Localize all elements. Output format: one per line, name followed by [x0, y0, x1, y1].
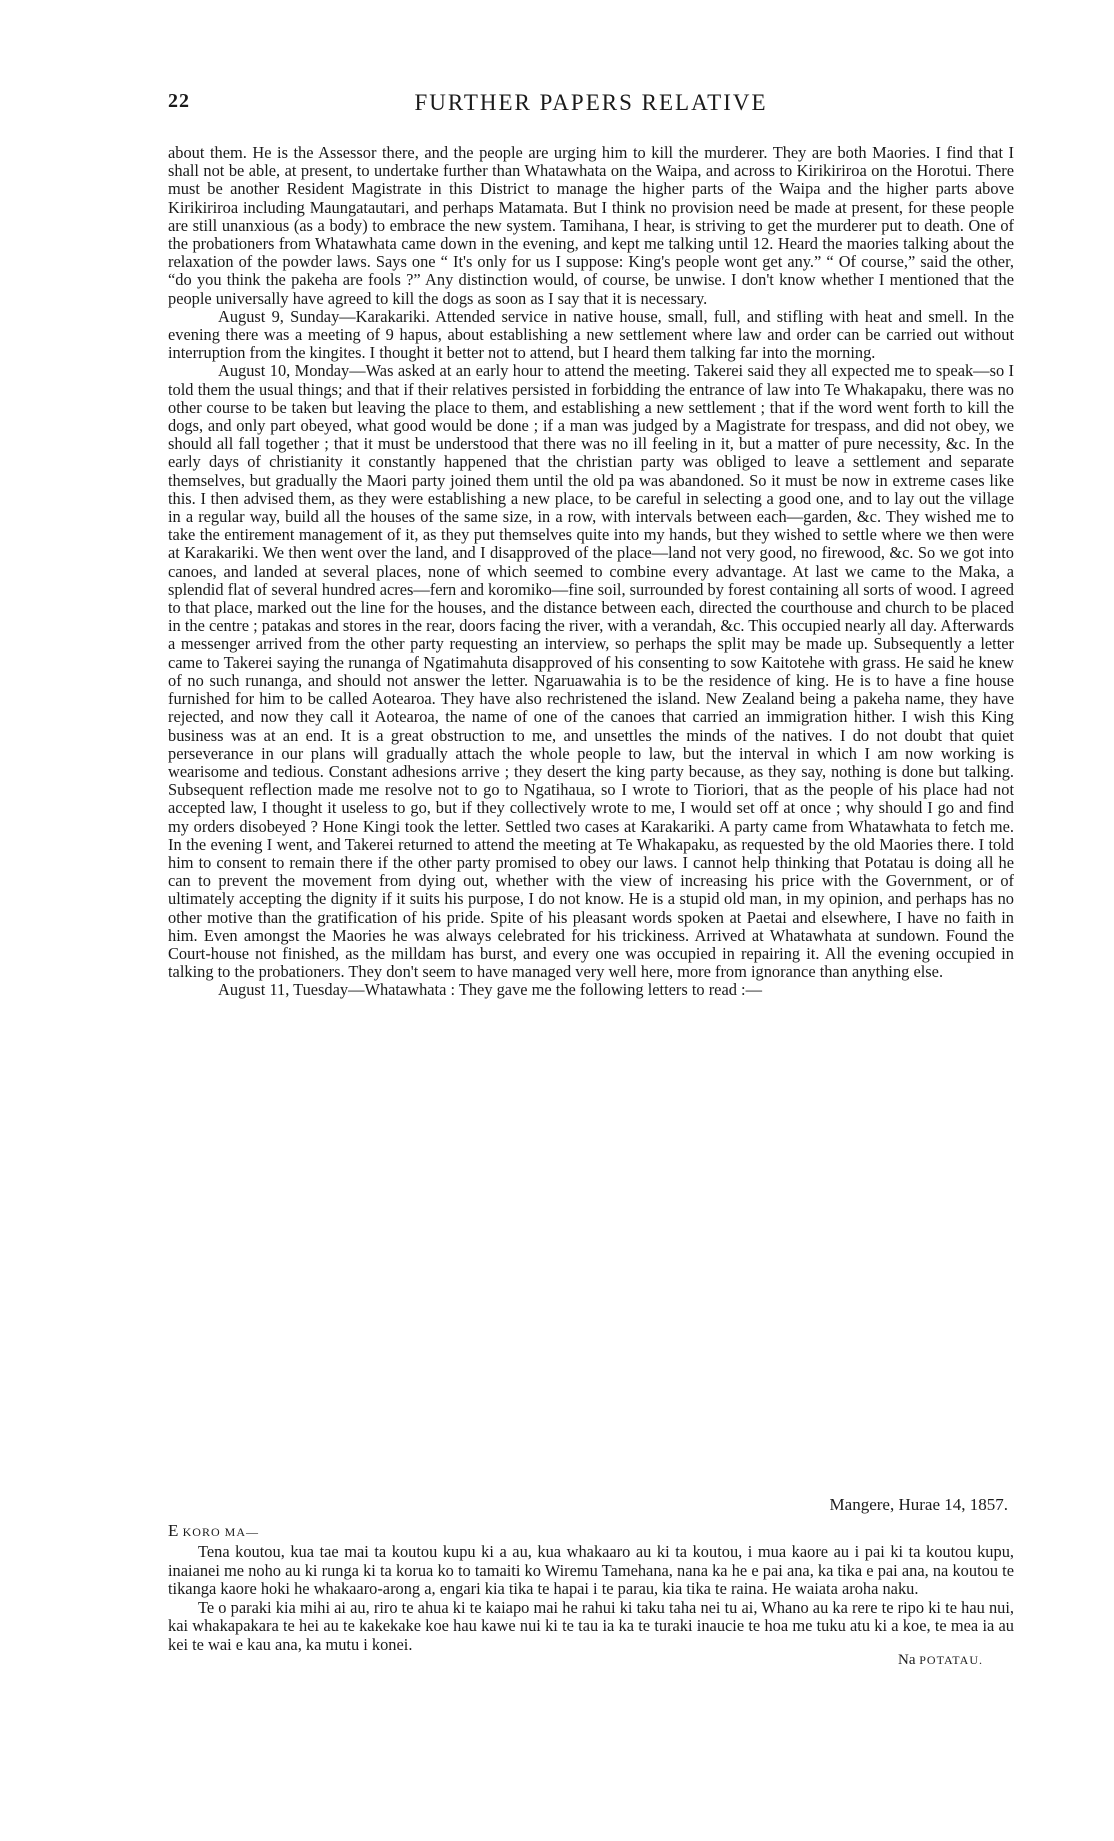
paragraph-continuation: about them. He is the Assessor there, and the people are urging him to kill the murderer. They are both Maories. I find that I shall not be able, at present, to undertake further than Whatawhata on the Waipa, and across to Kirikiriroa on the Horotui. There must be another Resident Magistrate in this District to manage the higher parts of the Waipa and the higher parts above Kirikiriroa including Maungatautari, and perhaps Matamata. But I think no provision need be made at present, for these people are still unanxious (as a body) to embrace the new system. Tamihana, I hear, is striving to get the murderer put to death. One of the probationers from Whatawhata came down in the evening, and kept me talking until 12. Heard the maories talking about the relaxation of the powder laws. Says one “ It's only for us I suppose: King's people wont get any.” “ Of course,” said the other, “do you think the pakeha are fools ?” Any distinction would, of course, be unwise. I don't know whether I mentioned that the people universally have agreed to kill the dogs as soon as I say that it is necessary. — [168, 143, 1014, 308]
salutation-initial: E — [168, 1521, 183, 1540]
signature-name: POTATAU. — [919, 1653, 983, 1667]
letter-paragraph: Tena koutou, kua tae mai ta koutou kupu ki a au, kua whakaaro au ki ta koutou, i mua kaore au i pai ki ta koutou kupu, inaianei me noho au ki runga ki ta korua ko to tamaiti ko Wiremu Tamehana, nana ka he e pai ana, ka tika e pai ana, na koutou te tikanga kaore hoki he whakaaro-arong a, engari kia tika te hapai i te parau, kia tika te raina. He waiata aroha naku. — [168, 1542, 1014, 1599]
paragraph-august-11: August 11, Tuesday—Whatawhata : They gave me the following letters to read :— — [218, 980, 762, 1000]
salutation-rest: KORO MA— — [182, 1525, 259, 1539]
body-text — [168, 144, 1014, 1000]
letter-body — [168, 1543, 1014, 1655]
letter-paragraph: Te o paraki kia mihi ai au, riro te ahua ki te kaiapo mai he rahui ki taku taha nei tu ai, Whano au ka rere te ripo ki te hau nui, kai whakapakara te hei au te kakekake koe hau kawe nui ki te tau ia ka te turaki inaucie te hoa me tuku atu ki a koe, te mea ia au kei te wai e kau ana, ka mutu i konei. — [168, 1597, 1014, 1654]
running-title: FURTHER PAPERS RELATIVE — [414, 90, 768, 115]
page-number: 22 — [168, 90, 190, 112]
paragraph-august-9: August 9, Sunday—Karakariki. Attended service in native house, small, full, and stifling with heat and smell. In the evening there was a meeting of 9 hapus, about establishing a new settlement where law and order can be carried out without interruption from the kingites. I thought it better not to attend, but I heard them talking far into the morning. — [168, 306, 1014, 363]
letter-salutation — [168, 1521, 259, 1541]
paragraph-august-10: August 10, Monday—Was asked at an early hour to attend the meeting. Takerei said they all expected me to speak—so I told them the usual things; and that if their relatives persisted in forbidding the entrance of law into Te Whakapaku, there was no other course to be taken but leaving the place to them, and establishing a new settlement ; that if the word went forth to kill the dogs, and only part obeyed, what good would be done ; if a man was judged by a Magistrate for trespass, and did not obey, we should all fall together ; that it must be understood that there was no ill feeling in it, but a matter of pure necessity, &c. In the early days of christianity it constantly happened that the christian party was obliged to leave a settlement and separate themselves, but gradually the Maori party joined them until the old pa was abandoned. So it must be now in extreme cases like this. I then advised them, as they were establishing a new place, to be careful in selecting a good one, and to lay out the village in a regular way, build all the houses of the same size, in a row, with intervals between each—garden, &c. They wished me to take the entirement management of it, as they put themselves quite into my hands, but they wished to settle where we then were at Karakariki. We then went over the land, and I disapproved of the place—land not very good, no firewood, &c. So we got into canoes, and landed at several places, none of which seemed to combine every advantage. At last we came to the Maka, a splendid flat of several hundred acres—fern and koromiko—fine soil, surrounded by forest containing all sorts of wood. I agreed to that place, marked out the line for the houses, and the distance between each, directed the courthouse and church to be placed in the centre ; patakas and stores in the rear, doors facing the river, with a verandah, &c. This occupied nearly all day. Afterwards a messenger arrived from the other party requesting an interview, so perhaps the split may be made up. Subsequently a letter came to Takerei saying the runanga of Ngatimahuta disapproved of his consenting to sow Kaitotehe with grass. He said he knew of no such runanga, and should not answer the letter. Ngaruawahia is to be the residence of king. He is to have a fine house furnished for him to be called Aotearoa. They have also rechristened the island. New Zealand being a pakeha name, they have rejected, and now they call it Aotearoa, the name of one of the canoes that carried an immigration hither. I wish this King business was at an end. It is a great obstruction to me, and unsettles the minds of the natives. I do not doubt that quiet perseverance in our plans will gradually attach the whole people to law, but the interval in which I am now working is wearisome and tedious. Constant adhesions arrive ; they desert the king party because, as they say, nothing is done but talking. Subsequent reflection made me resolve not to go to Ngatihaua, so I wrote to Tioriori, that as the people of his place had not accepted law, I thought it useless to go, but if they collectively wrote to me, I would set off at once ; why should I go and find my orders disobeyed ? Hone Kingi took the letter. Settled two cases at Karakariki. A party came from Whatawhata to fetch me. In the evening I went, and Takerei returned to attend the meeting at Te Whakapaku, as requested by the old Maories there. I told him to consent to remain there if the other party promised to obey our laws. I cannot help thinking that Potatau is doing all he can to prevent the movement from dying out, whether with the view of increasing his price with the Government, or of ultimately accepting the dignity if it suits his purpose, I do not know. He is a stupid old man, in my opinion, and perhaps has no other motive than the gratification of his pride. Spite of his pleasant words spoken at Paetai and elsewhere, I have no faith in him. Even amongst the Maories he was always celebrated for his trickiness. Arrived at Whatawhata at sundown. Found the Court-house not finished, as the milldam has burst, and every one was occupied in repairing it. All the evening occupied in talking to the probationers. They don't seem to have managed very well here, more from ignorance than anything else. — [168, 361, 1014, 982]
letter-signature — [168, 1652, 983, 1669]
page-header — [168, 90, 1014, 120]
signature-prefix: Na — [898, 1652, 920, 1668]
letter-place-date: Mangere, Hurae 14, 1857. — [829, 1495, 1008, 1514]
